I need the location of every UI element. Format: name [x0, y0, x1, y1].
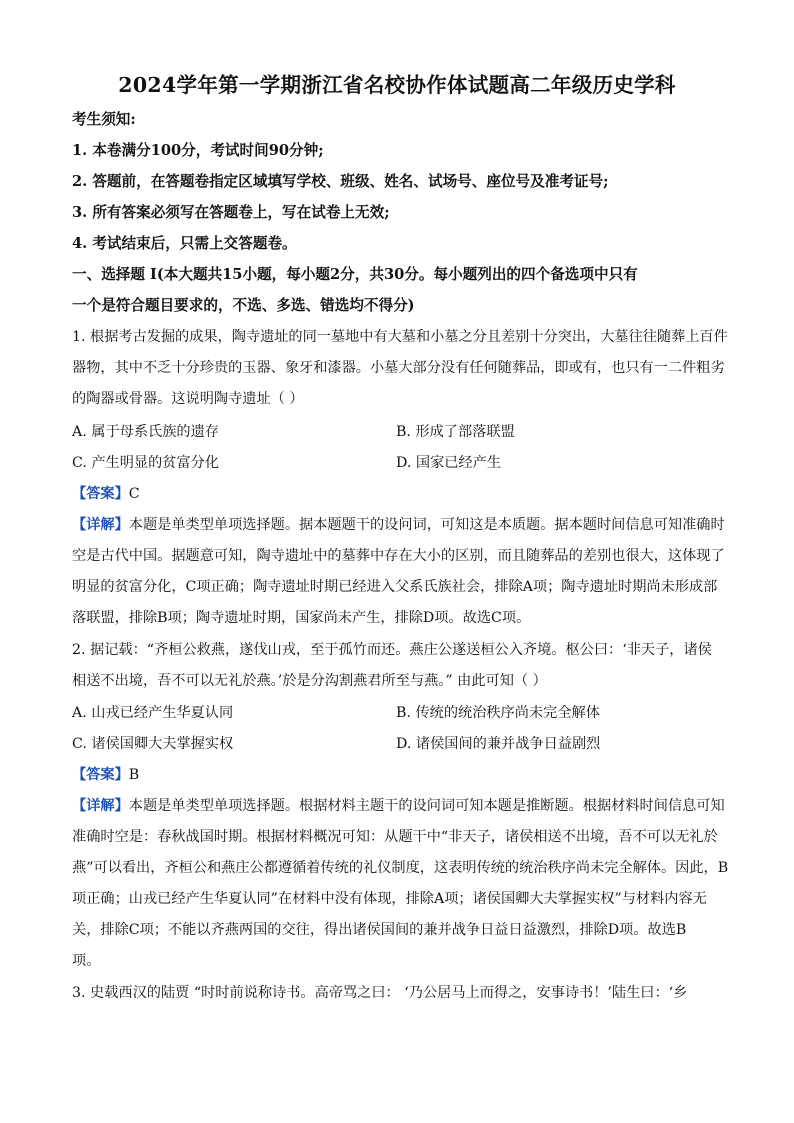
q2-option-a: A. 山戎已经产生华夏认同: [72, 705, 234, 721]
detail-tag: 【详解】: [72, 517, 129, 533]
notice-item: 2. 答题前，在答题卷指定区域填写学校、班级、姓名、试场号、座位号及准考证号;: [72, 173, 609, 190]
q1-option-b: B. 形成了部落联盟: [396, 424, 515, 440]
q1-detail-text: 本题是单类型单项选择题。据本题题干的设问词，可知这是本质题。据本题时间信息可知准确时: [128, 517, 725, 533]
q2-detail-line: [72, 795, 725, 815]
q2-answer-value: B: [128, 767, 140, 783]
q2-detail-line: 准确时空是：春秋战国时期。根据材料概况可知：从题干中“非天子，诸侯相送不出境，吾不可以无礼於: [72, 829, 718, 845]
q1-stem-line: 的陶器或骨器。这说明陶寺遗址（ ）: [72, 391, 304, 407]
q1-detail-line: 落联盟，排除B项；陶寺遗址时期，国家尚未产生，排除D项。故选C项。: [72, 610, 531, 626]
q1-detail-line: 空是古代中国。据题意可知，陶寺遗址中的墓葬中存在大小的区别，而且随葬品的差别也很大，这体现了: [72, 548, 725, 564]
q2-stem-line: 相送不出境，吾不可以无礼於燕。’於是分沟割燕君所至与燕。” 由此可知（ ）: [72, 673, 547, 689]
q2-stem-line: 2. 据记载：“齐桓公救燕，遂伐山戎，至于孤竹而还。燕庄公遂送桓公入齐境。枢公曰：‘非天子，诸侯: [72, 642, 712, 658]
q1-option-c: C. 产生明显的贫富分化: [72, 455, 220, 471]
q1-option-a: A. 属于母系氏族的遗存: [72, 424, 219, 440]
answer-tag: 【答案】: [72, 486, 129, 502]
q1-detail-line: [72, 514, 725, 534]
q1-stem-line: 1. 根据考古发掘的成果，陶寺遗址的同一墓地中有大墓和小墓之分且差别十分突出，大墓往往随葬上百件: [72, 329, 728, 345]
q2-detail-text: 本题是单类型单项选择题。根据材料主题干的设问词可知本题是推断题。根据材料时间信息可知: [128, 798, 725, 814]
q2-detail-line: 项正确；山戎已经产生华夏认同”在材料中没有体现，排除A项；诸侯国卿大夫掌握实权”与材料内容无: [72, 891, 707, 907]
notice-item: 3. 所有答案必须写在答题卷上，写在试卷上无效;: [72, 204, 390, 221]
q2-answer: [72, 764, 139, 784]
page-title: 2024学年第一学期浙江省名校协作体试题高二年级历史学科: [118, 73, 676, 97]
notice-heading: 考生须知:: [72, 111, 136, 128]
q3-stem-line: 3. 史载西汉的陆贾 “时时前说称诗书。高帝骂之曰： ‘乃公居马上而得之，安事诗书！’陆生曰：‘乡: [72, 985, 688, 1001]
q2-option-c: C. 诸侯国卿大夫掌握实权: [72, 736, 234, 752]
detail-tag: 【详解】: [72, 798, 129, 814]
q2-option-b: B. 传统的统治秩序尚未完全解体: [396, 705, 600, 721]
q1-answer-value: C: [128, 486, 140, 502]
q2-option-d: D. 诸侯国间的兼并战争日益剧烈: [396, 736, 601, 752]
q1-detail-line: 明显的贫富分化，C项正确；陶寺遗址时期已经进入父系氏族社会，排除A项；陶寺遗址时期尚未形成部: [72, 579, 718, 595]
q2-detail-line: 燕”可以看出，齐桓公和燕庄公都遵循着传统的礼仪制度，这表明传统的统治秩序尚未完全解体。因此，B: [72, 860, 729, 876]
notice-item: 1. 本卷满分100分，考试时间90分钟;: [72, 142, 324, 159]
answer-tag: 【答案】: [72, 767, 129, 783]
notice-item: 4. 考试结束后，只需上交答题卷。: [72, 235, 297, 252]
q2-detail-line: 关，排除C项；不能以齐燕两国的交往，得出诸侯国间的兼并战争日益日益激烈，排除D项。故选B: [72, 922, 687, 938]
q1-option-d: D. 国家已经产生: [396, 455, 502, 471]
q1-stem-line: 器物，其中不乏十分珍贵的玉器、象牙和漆器。小墓大部分没有任何随葬品，即或有，也只有一二件粗劣: [72, 360, 725, 376]
q1-answer: [72, 483, 140, 503]
section-heading: 一、选择题 Ⅰ(本大题共15小题，每小题2分，共30分。每小题列出的四个备选项中只有: [72, 266, 638, 283]
q2-detail-line: 项。: [72, 953, 101, 969]
section-heading-continued: 一个是符合题目要求的，不选、多选、错选均不得分): [72, 297, 415, 314]
